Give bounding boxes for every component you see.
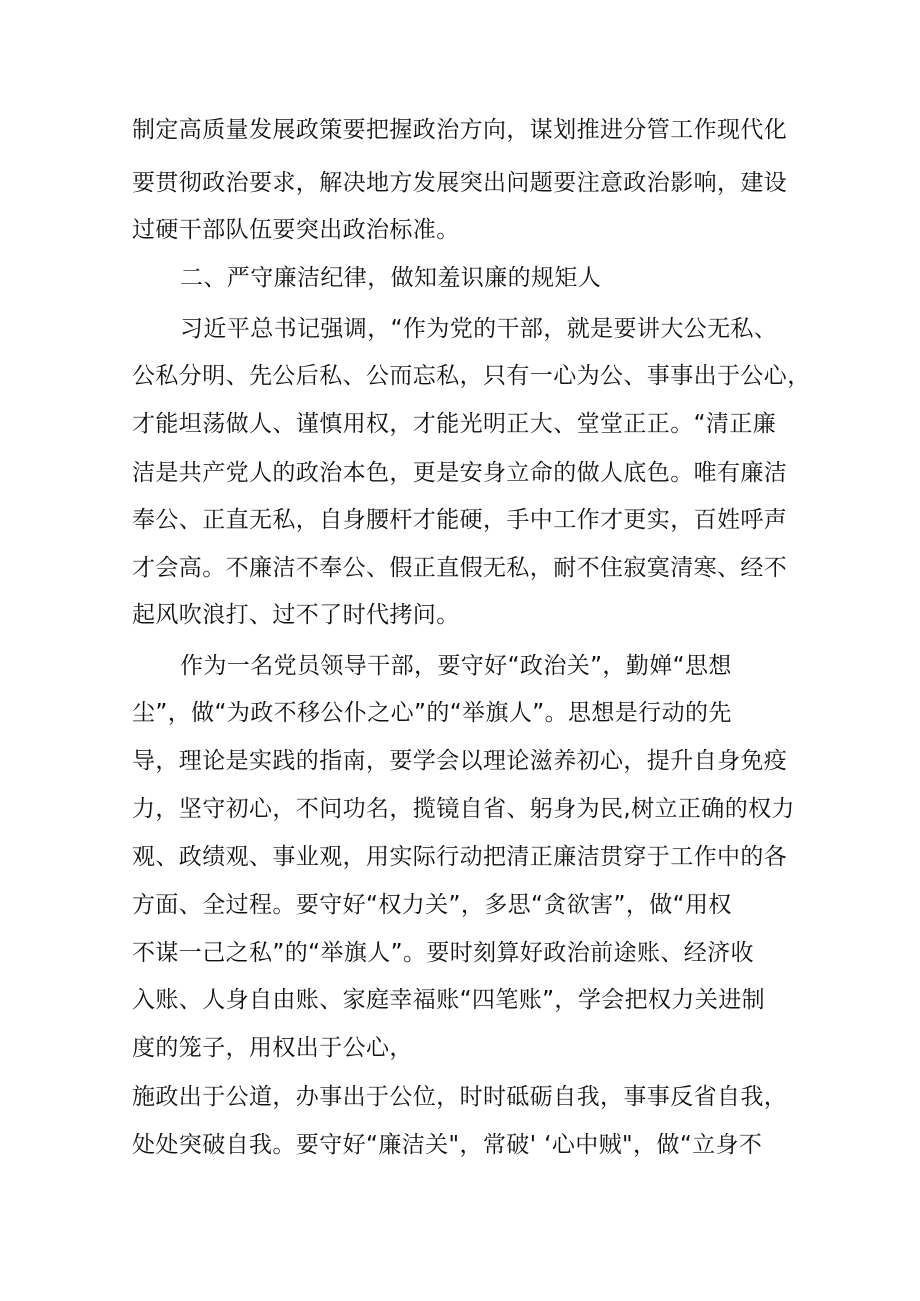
text-line: 作为一名党员领导干部，要守好“政治关”，勤婵“思想: [180, 653, 732, 679]
text-line: 导，理论是实践的指南，要学会以理论滋养初心，提升自身免疫: [132, 748, 788, 774]
text-line: 洁是共产党人的政治本色，更是安身立命的做人底色。唯有廉洁: [132, 460, 788, 486]
text-line: 公私分明、先公后私、公而忘私，只有一心为公、事事出于公心，: [132, 363, 811, 389]
text-line: 习近平总书记强调，“作为党的干部，就是要讲大公无私、: [180, 316, 778, 342]
text-line: 处处突破自我。要守好“廉洁关"，常破' ‘心中贼"，做“立身不: [132, 1132, 763, 1158]
text-line: 入账、人身自由账、家庭幸福账“四笔账”，学会把权力关进制: [132, 987, 766, 1013]
text-line: 过硬干部队伍要突出政治标准。: [132, 217, 460, 243]
text-line: 才能坦荡做人、谨慎用权，才能光明正大、堂堂正正。“清正廉: [132, 411, 777, 437]
text-line: 不谋一己之私”的“举旗人”。要时刻算好政治前途账、经济收: [132, 940, 754, 966]
text-line: 方面、全过程。要守好“权力关”，多思“贪欲害”，做“用权: [132, 892, 732, 918]
text-line: 制定高质量发展政策要把握政治方向，谋划推进分管工作现代化: [132, 117, 788, 143]
text-line: 施政出于公道，办事出于公位，时时砥砺自我，事事反省自我，: [132, 1084, 788, 1110]
text-line: 要贯彻政治要求，解决地方发展突出问题要注意政治影响，建设: [132, 170, 788, 196]
text-line: 奉公、正直无私，自身腰杆才能硬，手中工作才更实，百姓呼声: [132, 507, 788, 533]
text-line: 观、政绩观、事业观，用实际行动把清正廉洁贯穿于工作中的各: [132, 844, 788, 870]
text-line: 尘”，做“为政不移公仆之心”的“举旗人”。思想是行动的先: [132, 700, 732, 726]
text-line: 力，坚守初心，不问功名，揽镜自省、躬身为民,树立正确的权力: [132, 796, 795, 822]
text-line: 才会高。不廉洁不奉公、假正直假无私，耐不住寂寞清寒、经不: [132, 555, 788, 581]
text-line: 度的笼子，用权出于公心，: [132, 1035, 413, 1061]
text-line: 起风吹浪打、过不了时代拷问。: [132, 602, 460, 628]
section-heading: 二、严守廉洁纪律，做知羞识廉的规矩人: [180, 265, 602, 291]
